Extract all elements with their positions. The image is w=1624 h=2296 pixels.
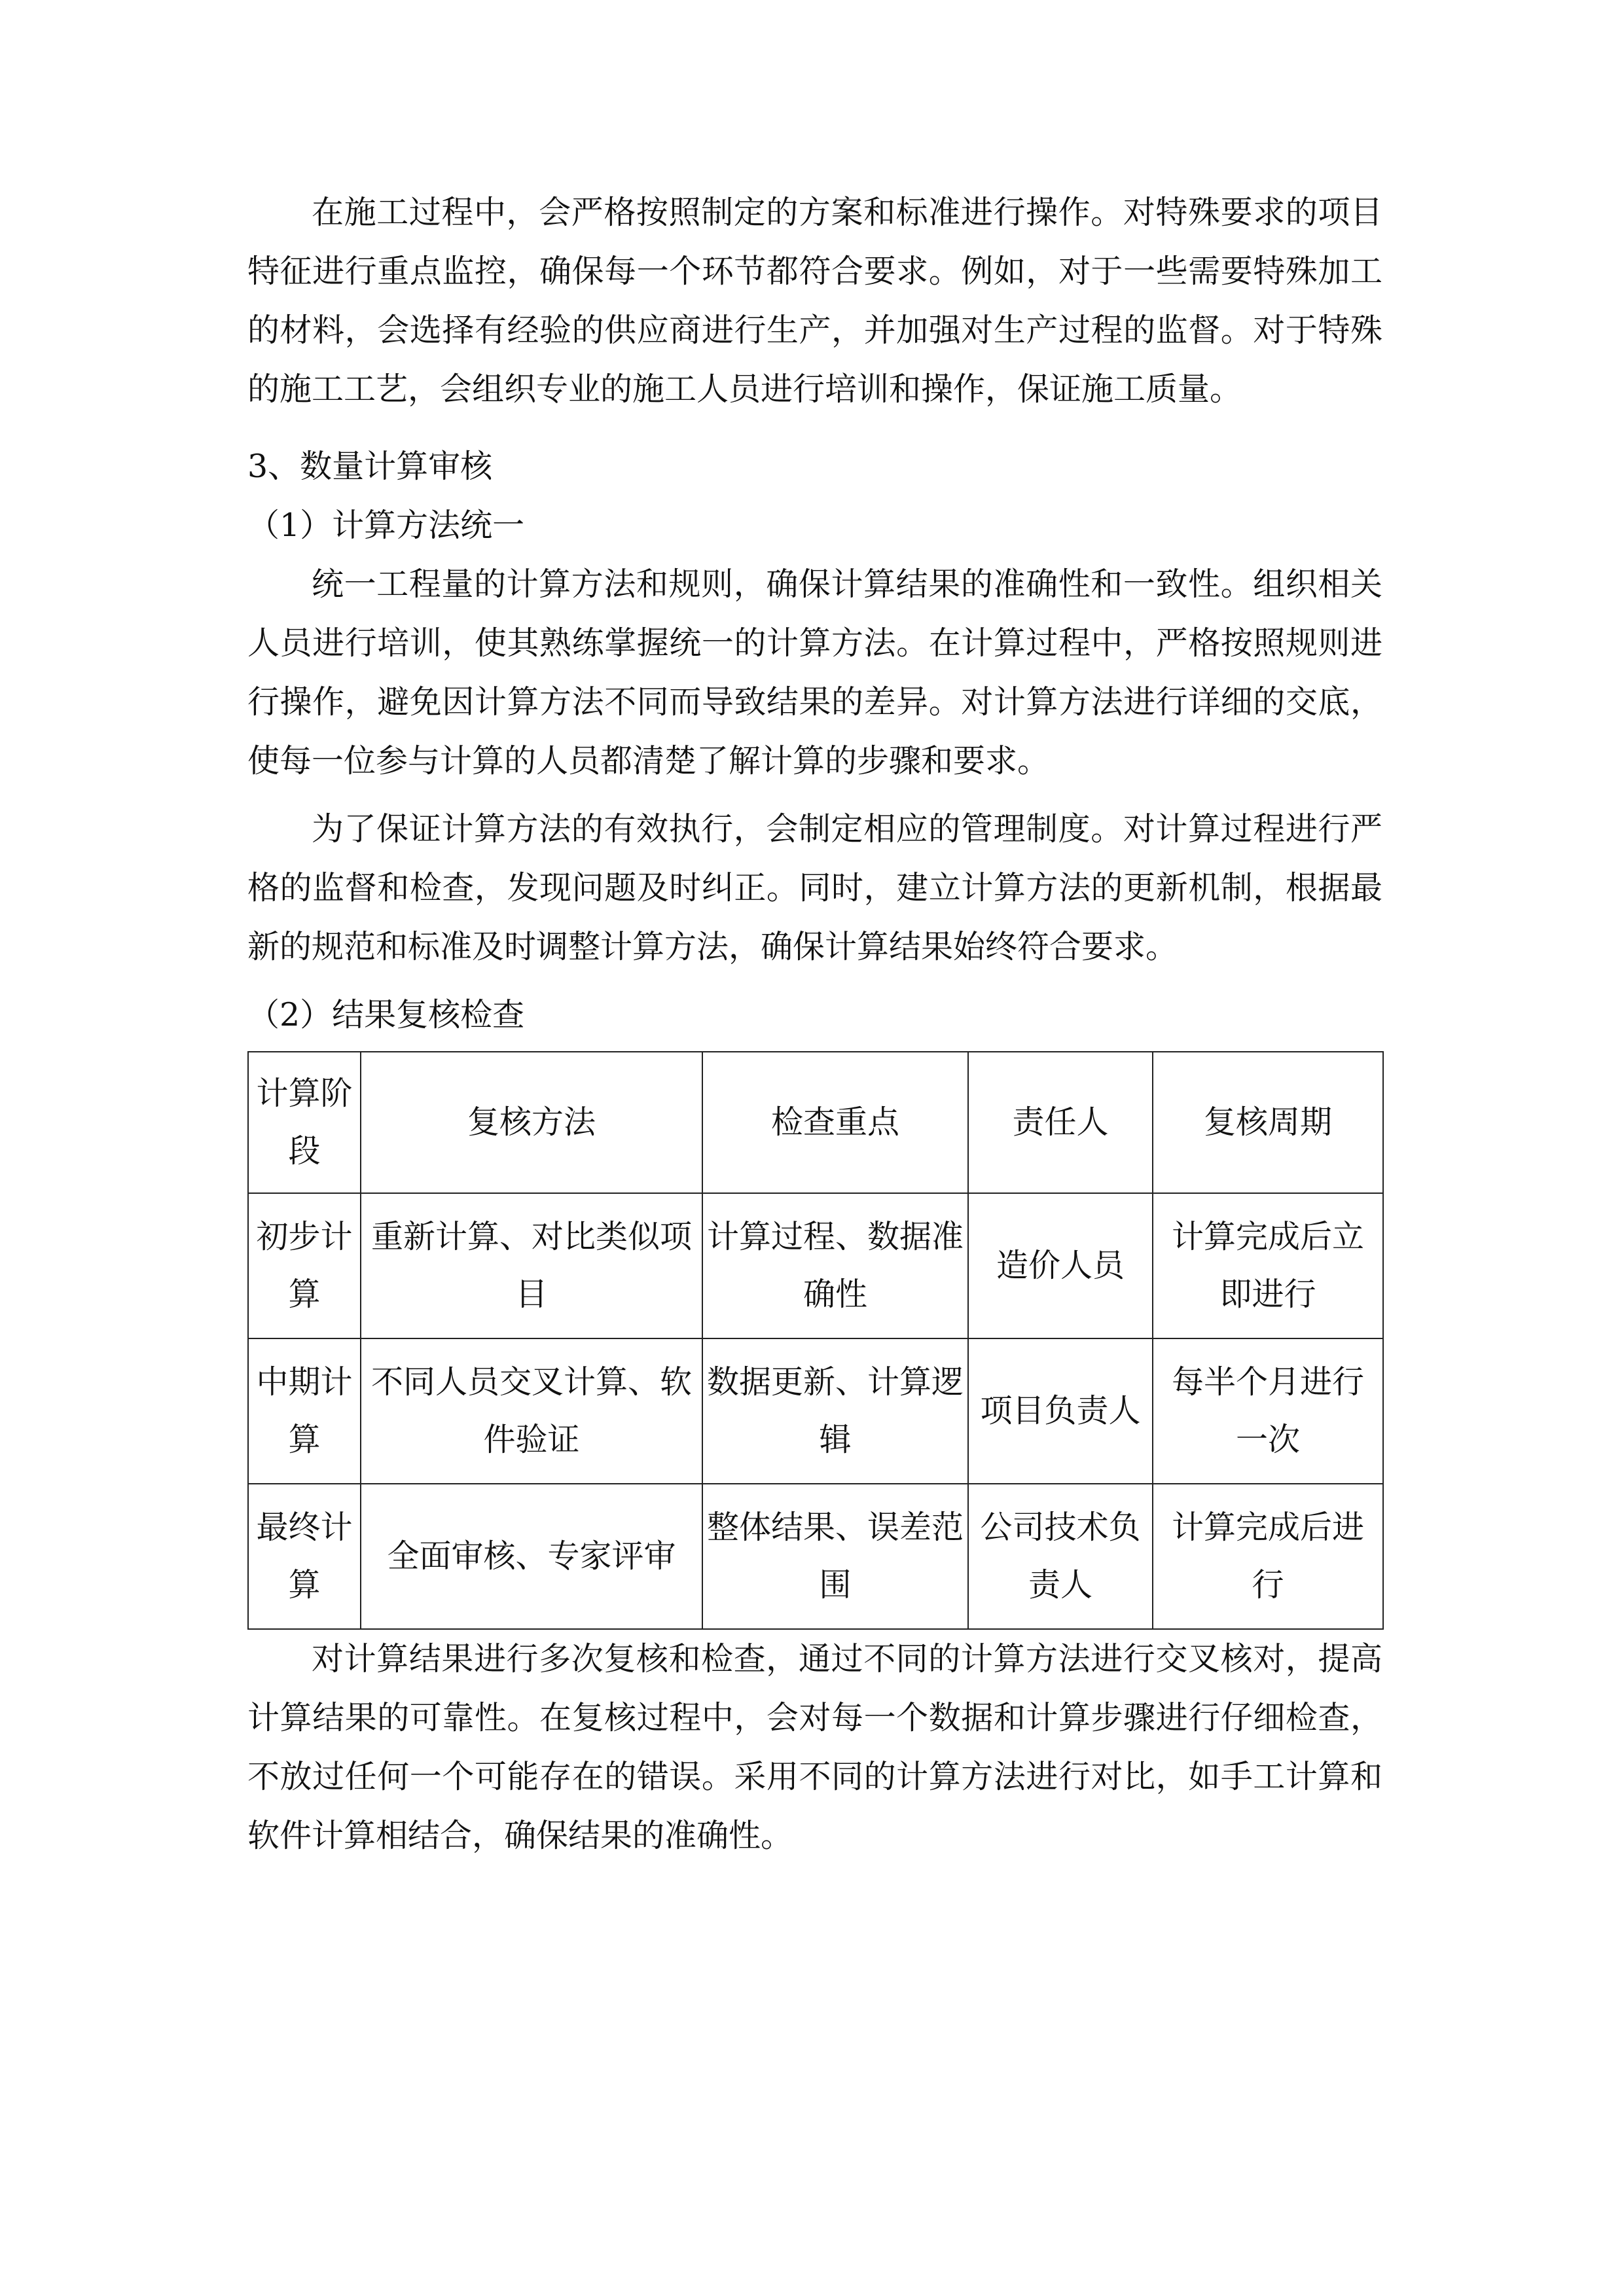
table-cell: 项目负责人 xyxy=(968,1338,1153,1484)
table-cell: 整体结果、误差范围 xyxy=(702,1484,968,1629)
table-cell: 计算过程、数据准确性 xyxy=(702,1193,968,1338)
table-row xyxy=(248,1484,1383,1629)
table-cell: 中期计算 xyxy=(248,1338,361,1484)
table-header-cell: 复核方法 xyxy=(361,1052,702,1193)
table-header-cell: 计算阶段 xyxy=(248,1052,361,1193)
table-cell: 重新计算、对比类似项目 xyxy=(361,1193,702,1338)
table-header-cell: 复核周期 xyxy=(1153,1052,1383,1193)
paragraph-method-execution: 为了保证计算方法的有效执行，会制定相应的管理制度。对计算过程进行严格的监督和检查，发现问题及时纠正。同时，建立计算方法的更新机制，根据最新的规范和标准及时调整计算方法，确保计算结果始终符合要求。 xyxy=(247,810,1382,965)
table-cell: 造价人员 xyxy=(968,1193,1153,1338)
paragraph-construction-control: 在施工过程中，会严格按照制定的方案和标准进行操作。对特殊要求的项目特征进行重点监控，确保每一个环节都符合要求。例如，对于一些需要特殊加工的材料，会选择有经验的供应商进行生产，并加强对生产过程的监督。对于特殊的施工工艺，会组织专业的施工人员进行培训和操作，保证施工质量。 xyxy=(247,194,1382,408)
table-cell: 公司技术负责人 xyxy=(968,1484,1153,1629)
paragraph-cross-check: 对计算结果进行多次复核和检查，通过不同的计算方法进行交叉核对，提高计算结果的可靠性。在复核过程中，会对每一个数据和计算步骤进行仔细检查，不放过任何一个可能存在的错误。采用不同的计算方法进行对比，如手工计算和软件计算相结合，确保结果的准确性。 xyxy=(247,1640,1382,1854)
table-row xyxy=(248,1193,1383,1338)
subheading-result-review: （2）结果复核检查 xyxy=(247,996,525,1033)
table-header-cell: 责任人 xyxy=(968,1052,1153,1193)
table-cell: 不同人员交叉计算、软件验证 xyxy=(361,1338,702,1484)
page-content xyxy=(247,183,1382,1874)
table-cell: 计算完成后进行 xyxy=(1153,1484,1383,1629)
table-row xyxy=(248,1338,1383,1484)
table-cell: 数据更新、计算逻辑 xyxy=(702,1338,968,1484)
table-header-cell: 检查重点 xyxy=(702,1052,968,1193)
table-header-row xyxy=(248,1052,1383,1193)
table-cell: 每半个月进行一次 xyxy=(1153,1338,1383,1484)
subheading-unified-method: （1）计算方法统一 xyxy=(247,507,525,544)
table-cell: 计算完成后立即进行 xyxy=(1153,1193,1383,1338)
table-cell: 初步计算 xyxy=(248,1193,361,1338)
table-cell: 最终计算 xyxy=(248,1484,361,1629)
table-cell: 全面审核、专家评审 xyxy=(361,1484,702,1629)
review-table xyxy=(247,1051,1384,1630)
paragraph-unified-method: 统一工程量的计算方法和规则，确保计算结果的准确性和一致性。组织相关人员进行培训，使其熟练掌握统一的计算方法。在计算过程中，严格按照规则进行操作，避免因计算方法不同而导致结果的差异。对计算方法进行详细的交底，使每一位参与计算的人员都清楚了解计算的步骤和要求。 xyxy=(247,565,1382,780)
section-heading-quantity-review: 3、数量计算审核 xyxy=(247,448,493,485)
